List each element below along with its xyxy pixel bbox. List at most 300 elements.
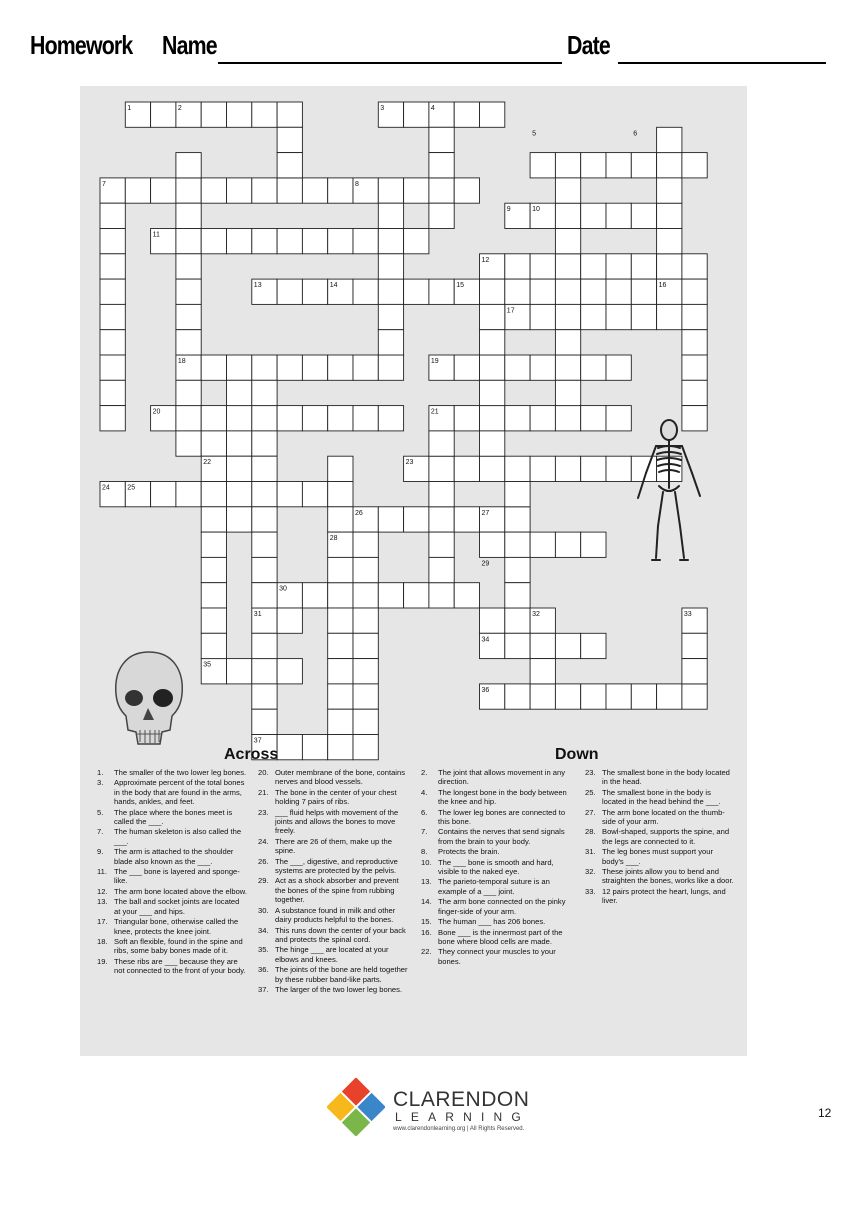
- crossword-cell[interactable]: [581, 355, 606, 380]
- crossword-cell[interactable]: [328, 659, 353, 684]
- crossword-cell[interactable]: [252, 178, 277, 203]
- clue-text: Bone ___ is the innermost part of the bone where blood cells are made.: [438, 927, 563, 946]
- crossword-cell[interactable]: [454, 507, 479, 532]
- crossword-cell[interactable]: [100, 406, 125, 431]
- crossword-cell[interactable]: [530, 406, 555, 431]
- crossword-cell[interactable]: [530, 304, 555, 329]
- crossword-cell[interactable]: [505, 684, 530, 709]
- crossword-cell[interactable]: [252, 456, 277, 481]
- crossword-cell[interactable]: [378, 330, 403, 355]
- crossword-cell[interactable]: [328, 608, 353, 633]
- crossword-cell[interactable]: [277, 608, 302, 633]
- crossword-cell[interactable]: [252, 532, 277, 557]
- crossword-cell[interactable]: [581, 254, 606, 279]
- crossword-cell[interactable]: [227, 507, 252, 532]
- crossword-cell[interactable]: [530, 456, 555, 481]
- crossword-cell[interactable]: [581, 304, 606, 329]
- crossword-cell[interactable]: [252, 507, 277, 532]
- crossword-cell[interactable]: [100, 355, 125, 380]
- crossword-cell[interactable]: [353, 229, 378, 254]
- crossword-cell[interactable]: [201, 608, 226, 633]
- crossword-cell[interactable]: [353, 406, 378, 431]
- crossword-cell[interactable]: [227, 178, 252, 203]
- homework-label: Homework: [30, 30, 133, 60]
- clue-text: The place where the bones meet is called the ___.: [114, 807, 233, 827]
- crossword-cell[interactable]: [682, 254, 707, 279]
- crossword-cell[interactable]: [100, 304, 125, 329]
- crossword-cell[interactable]: [555, 355, 580, 380]
- crossword-cell[interactable]: [302, 482, 327, 507]
- crossword-cell[interactable]: [252, 709, 277, 734]
- crossword-cell[interactable]: [277, 735, 302, 760]
- crossword-cell[interactable]: [100, 203, 125, 228]
- crossword-cell[interactable]: [252, 557, 277, 582]
- clue-text: 12 pairs protect the heart, lungs, and liver.: [602, 886, 726, 906]
- crossword-cell[interactable]: [176, 431, 201, 456]
- clue-number: 14.: [421, 897, 432, 907]
- crossword-cell[interactable]: [277, 229, 302, 254]
- crossword-cell[interactable]: [555, 254, 580, 279]
- crossword-cell[interactable]: [505, 254, 530, 279]
- crossword-cell[interactable]: [530, 153, 555, 178]
- crossword-cell[interactable]: [277, 178, 302, 203]
- crossword-cell[interactable]: [227, 431, 252, 456]
- crossword-cell[interactable]: [682, 684, 707, 709]
- crossword-cell[interactable]: [378, 583, 403, 608]
- crossword-cell[interactable]: [606, 203, 631, 228]
- cell-number: 37: [253, 737, 262, 745]
- crossword-cell[interactable]: [125, 178, 150, 203]
- clue-number: 37.: [258, 984, 269, 994]
- crossword-cell[interactable]: [176, 380, 201, 405]
- crossword-cell[interactable]: [480, 330, 505, 355]
- crossword-cell[interactable]: [657, 178, 682, 203]
- crossword-cell[interactable]: [378, 507, 403, 532]
- crossword-cell[interactable]: [429, 127, 454, 152]
- crossword-cell[interactable]: [657, 229, 682, 254]
- crossword-cell[interactable]: [404, 102, 429, 127]
- clue-item: [97, 897, 247, 916]
- crossword-cell[interactable]: [505, 406, 530, 431]
- clue-number: 17.: [97, 917, 108, 927]
- cell-number: 22: [203, 459, 211, 467]
- crossword-cell[interactable]: [682, 304, 707, 329]
- crossword-cell[interactable]: [631, 684, 656, 709]
- crossword-cell[interactable]: [151, 102, 176, 127]
- crossword-cell[interactable]: [277, 153, 302, 178]
- crossword-cell[interactable]: [606, 153, 631, 178]
- crossword-cell[interactable]: [353, 684, 378, 709]
- clue-number: 31.: [585, 847, 596, 857]
- crossword-cell[interactable]: [227, 355, 252, 380]
- crossword-cell[interactable]: [404, 279, 429, 304]
- crossword-cell[interactable]: [100, 279, 125, 304]
- across-heading: Across: [224, 746, 279, 763]
- crossword-cell[interactable]: [505, 633, 530, 658]
- crossword-cell[interactable]: [581, 456, 606, 481]
- crossword-cell[interactable]: [606, 254, 631, 279]
- crossword-cell[interactable]: [631, 153, 656, 178]
- crossword-cell[interactable]: [100, 380, 125, 405]
- crossword-cell[interactable]: [176, 406, 201, 431]
- clue-text: The ___ bone is layered and sponge-like.: [114, 867, 240, 886]
- crossword-cell[interactable]: [277, 406, 302, 431]
- crossword-cell[interactable]: [682, 659, 707, 684]
- crossword-cell[interactable]: [429, 482, 454, 507]
- clue-item: [258, 837, 410, 856]
- crossword-cell[interactable]: [454, 178, 479, 203]
- cell-number: 33: [683, 611, 692, 618]
- crossword-cell[interactable]: [555, 178, 580, 203]
- crossword-cell[interactable]: [530, 279, 555, 304]
- crossword-cell[interactable]: [378, 406, 403, 431]
- crossword-cell[interactable]: [581, 153, 606, 178]
- crossword-cell[interactable]: [454, 355, 479, 380]
- crossword-cell[interactable]: [682, 633, 707, 658]
- crossword-cell[interactable]: [555, 229, 580, 254]
- crossword-cell[interactable]: [480, 406, 505, 431]
- crossword-cell[interactable]: [657, 684, 682, 709]
- crossword-cell[interactable]: [328, 507, 353, 532]
- crossword-cell[interactable]: [631, 304, 656, 329]
- crossword-cell[interactable]: [176, 304, 201, 329]
- crossword-cell[interactable]: [429, 456, 454, 481]
- crossword-cell[interactable]: [378, 229, 403, 254]
- crossword-cell[interactable]: [176, 153, 201, 178]
- crossword-cell[interactable]: [277, 127, 302, 152]
- crossword-cell[interactable]: [429, 507, 454, 532]
- crossword-cell[interactable]: [505, 507, 530, 532]
- down-clues-col-1: [421, 768, 569, 967]
- clue-number: 13.: [97, 897, 108, 907]
- crossword-cell[interactable]: [100, 330, 125, 355]
- crossword-cell[interactable]: [555, 304, 580, 329]
- crossword-cell[interactable]: [480, 102, 505, 127]
- crossword-cell[interactable]: [302, 355, 327, 380]
- clue-number: 27.: [585, 807, 596, 817]
- crossword-cell[interactable]: [378, 355, 403, 380]
- clue-item: [97, 957, 247, 976]
- crossword-cell[interactable]: [480, 532, 505, 557]
- crossword-cell[interactable]: [302, 178, 327, 203]
- clue-number: 11.: [97, 867, 107, 877]
- clue-number: 5.: [97, 807, 104, 817]
- down-heading: Down: [555, 746, 599, 763]
- crossword-cell[interactable]: [252, 431, 277, 456]
- crossword-cell[interactable]: [480, 608, 505, 633]
- crossword-cell[interactable]: [429, 153, 454, 178]
- clue-text: Triangular bone, otherwise called the knee, protects the knee joint.: [114, 917, 239, 936]
- cell-number: 16: [658, 282, 667, 290]
- crossword-cell[interactable]: [227, 406, 252, 431]
- crossword-cell[interactable]: [480, 380, 505, 405]
- crossword-cell[interactable]: [353, 735, 378, 760]
- crossword-cell[interactable]: [201, 102, 226, 127]
- cell-number: 28: [329, 535, 338, 543]
- crossword-cell[interactable]: [227, 102, 252, 127]
- crossword-cell[interactable]: [581, 279, 606, 304]
- crossword-cell[interactable]: [328, 355, 353, 380]
- clue-item: [258, 926, 410, 945]
- crossword-cell[interactable]: [176, 254, 201, 279]
- crossword-cell[interactable]: [606, 355, 631, 380]
- crossword-cell[interactable]: [429, 431, 454, 456]
- clue-number: 16.: [421, 927, 432, 937]
- puzzle-logo-icon: [327, 1078, 385, 1136]
- crossword-cell[interactable]: [555, 406, 580, 431]
- crossword-cell[interactable]: [227, 229, 252, 254]
- crossword-cell[interactable]: [252, 380, 277, 405]
- crossword-cell[interactable]: [277, 659, 302, 684]
- crossword-cell[interactable]: [429, 203, 454, 228]
- cell-number: 12: [481, 256, 490, 264]
- crossword-cell[interactable]: [657, 127, 682, 152]
- cell-number: 19: [430, 358, 439, 365]
- crossword-cell[interactable]: [353, 355, 378, 380]
- crossword-cell[interactable]: [252, 482, 277, 507]
- crossword-cell[interactable]: [378, 254, 403, 279]
- crossword-cell[interactable]: [302, 735, 327, 760]
- crossword-cell[interactable]: [277, 102, 302, 127]
- crossword-cell[interactable]: [201, 633, 226, 658]
- cell-number: 17: [506, 307, 515, 315]
- clue-item: [258, 788, 410, 807]
- crossword-cell[interactable]: [429, 532, 454, 557]
- crossword-cell[interactable]: [302, 279, 327, 304]
- crossword-cell[interactable]: [530, 532, 555, 557]
- crossword-cell[interactable]: [100, 254, 125, 279]
- crossword-cell[interactable]: [505, 608, 530, 633]
- crossword-cell[interactable]: [151, 482, 176, 507]
- crossword-cell[interactable]: [657, 203, 682, 228]
- crossword-cell[interactable]: [505, 583, 530, 608]
- clue-item: [97, 937, 247, 956]
- crossword-cell[interactable]: [530, 684, 555, 709]
- crossword-cell[interactable]: [353, 608, 378, 633]
- crossword-cell[interactable]: [328, 482, 353, 507]
- crossword-cell[interactable]: [328, 557, 353, 582]
- crossword-cell[interactable]: [480, 431, 505, 456]
- crossword-cell[interactable]: [100, 229, 125, 254]
- crossword-cell[interactable]: [201, 406, 226, 431]
- crossword-cell[interactable]: [454, 583, 479, 608]
- crossword-cell[interactable]: [606, 279, 631, 304]
- crossword-cell[interactable]: [631, 203, 656, 228]
- crossword-cell[interactable]: [454, 406, 479, 431]
- crossword-cell[interactable]: [480, 304, 505, 329]
- down-clues-col-2: [585, 768, 735, 907]
- crossword-cell[interactable]: [328, 229, 353, 254]
- crossword-cell[interactable]: [657, 254, 682, 279]
- crossword-cell[interactable]: [227, 482, 252, 507]
- crossword-cell[interactable]: [201, 532, 226, 557]
- clue-text: This runs down the center of your back and protects the spinal cord.: [275, 925, 406, 944]
- crossword-cell[interactable]: [505, 279, 530, 304]
- crossword-cell[interactable]: [480, 456, 505, 481]
- crossword-cell[interactable]: [201, 431, 226, 456]
- clue-item: [97, 768, 247, 777]
- crossword-cell[interactable]: [581, 406, 606, 431]
- crossword-cell[interactable]: [227, 659, 252, 684]
- crossword-cell[interactable]: [201, 583, 226, 608]
- crossword-cell[interactable]: [328, 633, 353, 658]
- clue-number: 4.: [421, 787, 428, 797]
- crossword-cell[interactable]: [252, 583, 277, 608]
- crossword-cell[interactable]: [378, 203, 403, 228]
- crossword-cell[interactable]: [454, 456, 479, 481]
- crossword-cell[interactable]: [252, 659, 277, 684]
- crossword-cell[interactable]: [429, 178, 454, 203]
- crossword-cell[interactable]: [505, 355, 530, 380]
- clue-number: 19.: [97, 956, 108, 966]
- crossword-cell[interactable]: [555, 684, 580, 709]
- clue-text: These ribs are ___ because they are not connected to the front of your body.: [114, 956, 246, 976]
- crossword-cell[interactable]: [581, 203, 606, 228]
- crossword-cell[interactable]: [505, 482, 530, 507]
- clue-number: 34.: [258, 925, 269, 935]
- clue-text: There are 26 of them, make up the spine.: [275, 836, 392, 856]
- crossword-cell[interactable]: [227, 456, 252, 481]
- crossword-cell[interactable]: [353, 709, 378, 734]
- crossword-cell[interactable]: [151, 178, 176, 203]
- crossword-cell[interactable]: [404, 178, 429, 203]
- crossword-cell[interactable]: [682, 279, 707, 304]
- clue-item: [97, 847, 247, 866]
- crossword-cell[interactable]: [176, 229, 201, 254]
- crossword-cell[interactable]: [682, 330, 707, 355]
- clue-number: 7.: [421, 827, 428, 837]
- crossword-cell[interactable]: [505, 532, 530, 557]
- crossword-cell[interactable]: [555, 633, 580, 658]
- clue-number: 18.: [97, 936, 108, 946]
- crossword-cell[interactable]: [505, 557, 530, 582]
- clue-item: [421, 897, 569, 916]
- crossword-cell[interactable]: [252, 684, 277, 709]
- crossword-cell[interactable]: [404, 583, 429, 608]
- crossword-cell[interactable]: [429, 583, 454, 608]
- cell-number: 11: [152, 231, 160, 239]
- crossword-cell[interactable]: [555, 380, 580, 405]
- clue-item: [421, 947, 569, 966]
- cell-number: 14: [329, 282, 338, 290]
- crossword-cell[interactable]: [302, 406, 327, 431]
- crossword-cell[interactable]: [302, 229, 327, 254]
- crossword-cell[interactable]: [201, 355, 226, 380]
- cell-number: 20: [152, 408, 161, 416]
- crossword-cell[interactable]: [581, 684, 606, 709]
- clue-item: [421, 827, 569, 846]
- crossword-cell[interactable]: [328, 709, 353, 734]
- crossword-cell[interactable]: [429, 557, 454, 582]
- crossword-cell[interactable]: [353, 557, 378, 582]
- crossword-cell[interactable]: [252, 229, 277, 254]
- crossword-cell[interactable]: [505, 456, 530, 481]
- crossword-cell[interactable]: [353, 659, 378, 684]
- crossword-cell[interactable]: [176, 330, 201, 355]
- crossword-cell[interactable]: [657, 304, 682, 329]
- crossword-cell[interactable]: [429, 279, 454, 304]
- crossword-cell[interactable]: [555, 532, 580, 557]
- clue-item: [421, 788, 569, 807]
- crossword-cell[interactable]: [555, 203, 580, 228]
- crossword-cell[interactable]: [682, 380, 707, 405]
- crossword-cell[interactable]: [606, 304, 631, 329]
- crossword-cell[interactable]: [530, 355, 555, 380]
- crossword-cell[interactable]: [201, 178, 226, 203]
- across-clues-col-2: [258, 768, 410, 995]
- clue-number: 32.: [585, 867, 596, 877]
- crossword-cell[interactable]: [353, 633, 378, 658]
- crossword-cell[interactable]: [328, 684, 353, 709]
- crossword-cell[interactable]: [657, 153, 682, 178]
- crossword-cell[interactable]: [252, 406, 277, 431]
- crossword-cell[interactable]: [328, 735, 353, 760]
- crossword-cell[interactable]: [353, 583, 378, 608]
- crossword-cell[interactable]: [682, 355, 707, 380]
- crossword-cell[interactable]: [201, 482, 226, 507]
- crossword-cell[interactable]: [404, 229, 429, 254]
- crossword-cell[interactable]: [302, 583, 327, 608]
- crossword-cell[interactable]: [176, 203, 201, 228]
- crossword-cell[interactable]: [252, 102, 277, 127]
- crossword-cell[interactable]: [454, 102, 479, 127]
- crossword-cell[interactable]: [353, 532, 378, 557]
- clue-item: [258, 945, 410, 964]
- crossword-cell[interactable]: [631, 254, 656, 279]
- crossword-cell[interactable]: [328, 406, 353, 431]
- crossword-cell[interactable]: [378, 279, 403, 304]
- crossword-cell[interactable]: [378, 304, 403, 329]
- crossword-cell[interactable]: [530, 633, 555, 658]
- cell-number: 2: [177, 105, 182, 112]
- crossword-cell[interactable]: [328, 583, 353, 608]
- crossword-cell[interactable]: [252, 355, 277, 380]
- crossword-cell[interactable]: [404, 507, 429, 532]
- crossword-cell[interactable]: [631, 279, 656, 304]
- crossword-cell[interactable]: [252, 633, 277, 658]
- crossword-cell[interactable]: [555, 279, 580, 304]
- crossword-cell[interactable]: [328, 456, 353, 481]
- crossword-cell[interactable]: [353, 279, 378, 304]
- crossword-cell[interactable]: [555, 330, 580, 355]
- crossword-cell[interactable]: [277, 355, 302, 380]
- crossword-cell[interactable]: [201, 557, 226, 582]
- clue-item: [97, 808, 247, 827]
- cell-number: 10: [532, 206, 540, 214]
- crossword-cell[interactable]: [176, 482, 201, 507]
- crossword-cell[interactable]: [480, 279, 505, 304]
- crossword-cell[interactable]: [201, 507, 226, 532]
- crossword-cell[interactable]: [555, 153, 580, 178]
- crossword-cell[interactable]: [581, 633, 606, 658]
- crossword-cell[interactable]: [328, 178, 353, 203]
- crossword-cell[interactable]: [176, 279, 201, 304]
- crossword-cell[interactable]: [277, 279, 302, 304]
- crossword-cell[interactable]: [378, 178, 403, 203]
- cell-number: 27: [481, 509, 490, 517]
- crossword-cell[interactable]: [227, 380, 252, 405]
- crossword-cell[interactable]: [201, 229, 226, 254]
- crossword-cell[interactable]: [480, 355, 505, 380]
- crossword-cell[interactable]: [682, 153, 707, 178]
- crossword-cell[interactable]: [606, 684, 631, 709]
- crossword-cell[interactable]: [277, 482, 302, 507]
- crossword-cell[interactable]: [530, 659, 555, 684]
- crossword-cell[interactable]: [176, 178, 201, 203]
- crossword-cell[interactable]: [530, 254, 555, 279]
- crossword-cell[interactable]: [555, 456, 580, 481]
- crossword-cell[interactable]: [581, 532, 606, 557]
